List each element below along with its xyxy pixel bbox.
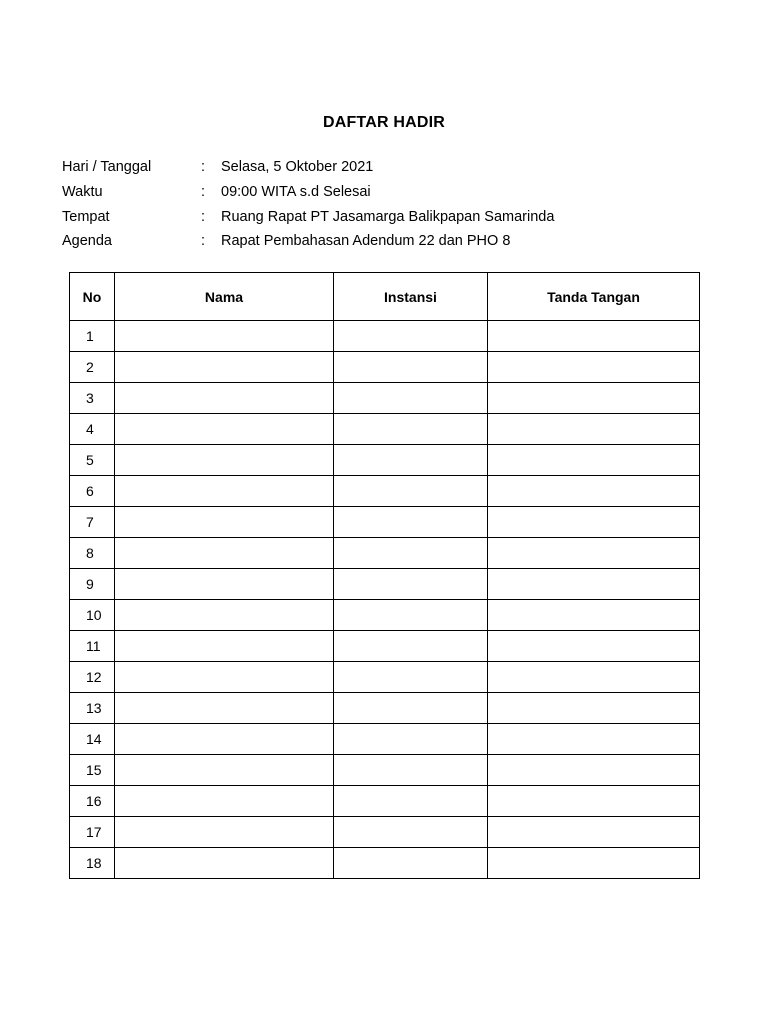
instansi-cell[interactable] — [334, 786, 488, 817]
instansi-cell[interactable] — [334, 600, 488, 631]
nama-cell[interactable] — [115, 600, 334, 631]
table-row — [70, 600, 700, 631]
row-number: 8 — [70, 538, 115, 569]
meeting-info — [62, 155, 554, 254]
table-row — [70, 476, 700, 507]
nama-cell[interactable] — [115, 569, 334, 600]
table-row — [70, 755, 700, 786]
instansi-cell[interactable] — [334, 414, 488, 445]
instansi-cell[interactable] — [334, 693, 488, 724]
table-row — [70, 383, 700, 414]
table-row — [70, 786, 700, 817]
tanda-tangan-cell[interactable] — [488, 662, 700, 693]
nama-cell[interactable] — [115, 848, 334, 879]
instansi-cell[interactable] — [334, 662, 488, 693]
tanda-tangan-cell[interactable] — [488, 538, 700, 569]
tanda-tangan-cell[interactable] — [488, 445, 700, 476]
row-number: 6 — [70, 476, 115, 507]
info-value: Rapat Pembahasan Adendum 22 dan PHO 8 — [221, 233, 511, 250]
table-row — [70, 693, 700, 724]
instansi-cell[interactable] — [334, 383, 488, 414]
nama-cell[interactable] — [115, 321, 334, 352]
table-row — [70, 662, 700, 693]
attendance-table-body — [70, 321, 700, 879]
row-number: 18 — [70, 848, 115, 879]
header-nama: Nama — [115, 273, 334, 321]
tanda-tangan-cell[interactable] — [488, 600, 700, 631]
nama-cell[interactable] — [115, 538, 334, 569]
instansi-cell[interactable] — [334, 352, 488, 383]
table-row — [70, 631, 700, 662]
table-row — [70, 414, 700, 445]
instansi-cell[interactable] — [334, 724, 488, 755]
nama-cell[interactable] — [115, 445, 334, 476]
info-label: Hari / Tanggal — [62, 159, 152, 176]
instansi-cell[interactable] — [334, 755, 488, 786]
nama-cell[interactable] — [115, 476, 334, 507]
table-row — [70, 817, 700, 848]
table-row — [70, 352, 700, 383]
table-row — [70, 445, 700, 476]
info-colon: : — [201, 208, 206, 225]
info-colon: : — [201, 184, 206, 201]
tanda-tangan-cell[interactable] — [488, 693, 700, 724]
row-number: 2 — [70, 352, 115, 383]
document-title: DAFTAR HADIR — [322, 114, 446, 131]
instansi-cell[interactable] — [334, 321, 488, 352]
row-number: 4 — [70, 414, 115, 445]
tanda-tangan-cell[interactable] — [488, 383, 700, 414]
table-row — [70, 538, 700, 569]
info-row-date — [62, 155, 554, 180]
instansi-cell[interactable] — [334, 631, 488, 662]
tanda-tangan-cell[interactable] — [488, 414, 700, 445]
row-number: 3 — [70, 383, 115, 414]
instansi-cell[interactable] — [334, 476, 488, 507]
tanda-tangan-cell[interactable] — [488, 321, 700, 352]
table-row — [70, 724, 700, 755]
instansi-cell[interactable] — [334, 538, 488, 569]
row-number: 14 — [70, 724, 115, 755]
tanda-tangan-cell[interactable] — [488, 569, 700, 600]
tanda-tangan-cell[interactable] — [488, 786, 700, 817]
nama-cell[interactable] — [115, 755, 334, 786]
row-number: 10 — [70, 600, 115, 631]
attendance-table — [69, 272, 700, 879]
row-number: 5 — [70, 445, 115, 476]
table-row — [70, 321, 700, 352]
row-number: 7 — [70, 507, 115, 538]
row-number: 17 — [70, 817, 115, 848]
header-tanda-tangan: Tanda Tangan — [488, 273, 700, 321]
tanda-tangan-cell[interactable] — [488, 631, 700, 662]
instansi-cell[interactable] — [334, 817, 488, 848]
nama-cell[interactable] — [115, 693, 334, 724]
info-value: 09:00 WITA s.d Selesai — [221, 184, 371, 201]
row-number: 9 — [70, 569, 115, 600]
nama-cell[interactable] — [115, 817, 334, 848]
header-no: No — [70, 273, 115, 321]
table-row — [70, 507, 700, 538]
tanda-tangan-cell[interactable] — [488, 476, 700, 507]
info-row-time — [62, 180, 554, 205]
nama-cell[interactable] — [115, 383, 334, 414]
info-row-agenda — [62, 229, 554, 254]
info-value: Selasa, 5 Oktober 2021 — [221, 159, 374, 176]
row-number: 13 — [70, 693, 115, 724]
info-label: Agenda — [62, 233, 112, 250]
table-header-row — [70, 273, 700, 321]
tanda-tangan-cell[interactable] — [488, 352, 700, 383]
nama-cell[interactable] — [115, 507, 334, 538]
header-instansi: Instansi — [334, 273, 488, 321]
info-value: Ruang Rapat PT Jasamarga Balikpapan Samarinda — [221, 208, 555, 225]
row-number: 16 — [70, 786, 115, 817]
table-row — [70, 569, 700, 600]
table-row — [70, 848, 700, 879]
info-label: Tempat — [62, 208, 110, 225]
info-colon: : — [201, 233, 206, 250]
instansi-cell[interactable] — [334, 507, 488, 538]
nama-cell[interactable] — [115, 631, 334, 662]
tanda-tangan-cell[interactable] — [488, 848, 700, 879]
row-number: 15 — [70, 755, 115, 786]
row-number: 12 — [70, 662, 115, 693]
row-number: 11 — [70, 631, 115, 662]
nama-cell[interactable] — [115, 786, 334, 817]
info-colon: : — [201, 159, 206, 176]
info-label: Waktu — [62, 184, 103, 201]
tanda-tangan-cell[interactable] — [488, 507, 700, 538]
nama-cell[interactable] — [115, 352, 334, 383]
tanda-tangan-cell[interactable] — [488, 724, 700, 755]
nama-cell[interactable] — [115, 662, 334, 693]
info-row-place — [62, 204, 554, 229]
nama-cell[interactable] — [115, 414, 334, 445]
tanda-tangan-cell[interactable] — [488, 817, 700, 848]
tanda-tangan-cell[interactable] — [488, 755, 700, 786]
nama-cell[interactable] — [115, 724, 334, 755]
instansi-cell[interactable] — [334, 445, 488, 476]
instansi-cell[interactable] — [334, 848, 488, 879]
instansi-cell[interactable] — [334, 569, 488, 600]
row-number: 1 — [70, 321, 115, 352]
